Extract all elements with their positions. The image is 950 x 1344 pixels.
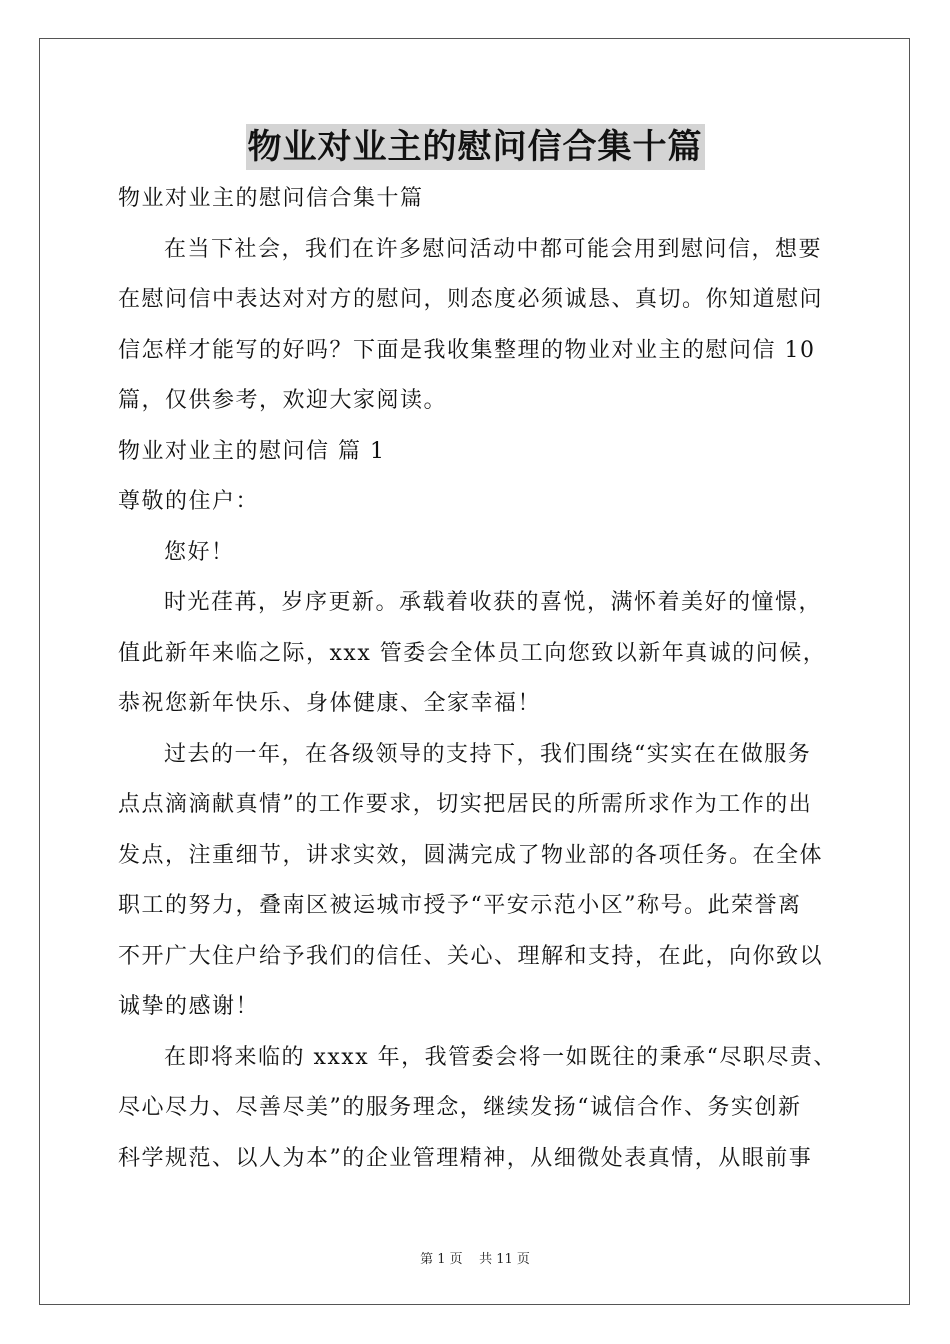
text-line: 在慰问信中表达对对方的慰问，则态度必须诚恳、真切。你知道慰问 — [118, 287, 824, 312]
document-body — [118, 174, 838, 1184]
text-line: 值此新年来临之际，xxx 管委会全体员工向您致以新年真诚的问候， — [118, 640, 827, 666]
text-line: 信怎样才能写的好吗？下面是我收集整理的物业对业主的慰问信 10 — [118, 337, 816, 363]
text-line: 在当下社会，我们在许多慰问活动中都可能会用到慰问信，想要 — [164, 236, 823, 262]
text-line: 您好！ — [164, 539, 235, 565]
text-line: 过去的一年，在各级领导的支持下，我们围绕“实实在在做服务 — [164, 741, 812, 767]
document-title-text: 物业对业主的慰问信合集十篇 — [246, 124, 705, 170]
text-line: 尽心尽力、尽善尽美”的服务理念，继续发扬“诚信合作、务实创新 — [118, 1095, 802, 1120]
text-line: 在即将来临的 xxxx 年，我管委会将一如既往的秉承“尽职尽责、 — [164, 1044, 837, 1070]
text-line: 恭祝您新年快乐、身体健康、全家幸福！ — [118, 691, 542, 716]
text-line: 科学规范、以人为本”的企业管理精神，从细微处表真情，从眼前事 — [118, 1145, 813, 1171]
text-line: 职工的努力，叠南区被运城市授予“平安示范小区”称号。此荣誉离 — [118, 893, 802, 918]
page-footer: 第 1 页 共 11 页 — [420, 1252, 530, 1267]
text-line: 篇，仅供参考，欢迎大家阅读。 — [118, 388, 448, 413]
text-line: 尊敬的住户： — [118, 489, 260, 514]
text-line: 物业对业主的慰问信 篇 1 — [118, 438, 386, 464]
text-line: 时光荏苒，岁序更新。承载着收获的喜悦，满怀着美好的憧憬， — [164, 590, 823, 615]
text-line: 发点，注重细节，讲求实效，圆满完成了物业部的各项任务。在全体 — [118, 842, 824, 868]
text-line: 点点滴滴献真情”的工作要求，切实把居民的所需所求作为工作的出 — [118, 792, 813, 817]
text-line: 不开广大住户给予我们的信任、关心、理解和支持，在此，向你致以 — [118, 943, 824, 969]
text-line: 物业对业主的慰问信合集十篇 — [118, 186, 424, 211]
document-title — [0, 124, 950, 170]
text-line: 诚挚的感谢！ — [118, 994, 260, 1019]
